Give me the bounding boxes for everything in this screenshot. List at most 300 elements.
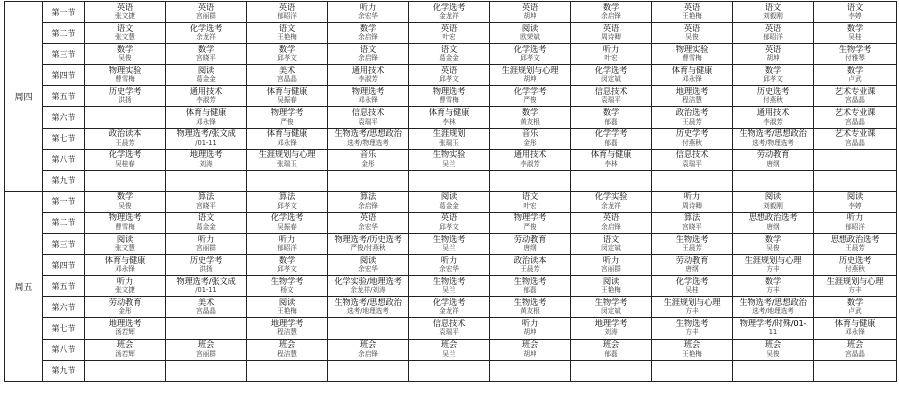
class-cell: [571, 234, 652, 255]
teacher-name: 宫晓平: [196, 201, 216, 210]
teacher-name: 曹雪梅: [115, 222, 135, 231]
subject-name: 数学: [846, 65, 864, 75]
subject-name: 数学: [602, 108, 620, 118]
subject-name: 英语: [521, 2, 539, 12]
class-cell: [733, 2, 814, 23]
class-cell: [85, 86, 166, 107]
teacher-name: 余龙祥/刘涛: [350, 286, 386, 295]
teacher-name: 卢武: [848, 75, 862, 84]
class-cell: [733, 255, 814, 276]
subject-name: 英语: [359, 213, 377, 223]
period-label: 第一节: [43, 2, 85, 23]
subject-name: 历史选考: [838, 255, 872, 265]
subject-name: 英语: [683, 23, 701, 33]
subject-name: 化学选考: [189, 23, 223, 33]
class-cell: [166, 23, 247, 44]
class-cell: [490, 297, 571, 318]
teacher-name: 余宏华: [358, 12, 378, 21]
subject-name: 思想政治选考: [748, 213, 798, 223]
class-cell: [85, 234, 166, 255]
class-cell: [814, 44, 897, 65]
teacher-name: 唐纲: [685, 265, 699, 274]
teacher-name: 邓永锋: [682, 75, 702, 84]
teacher-name: 王晨芳: [845, 244, 865, 253]
subject-name: 生涯规划与心理: [501, 65, 559, 75]
teacher-name: 余龙祥: [196, 33, 216, 42]
class-cell: [328, 65, 409, 86]
class-cell: [247, 297, 328, 318]
teacher-name: 葛金金: [439, 54, 459, 63]
teacher-name: 吴俊: [118, 201, 132, 210]
class-cell: [652, 86, 733, 107]
subject-name: 数学: [278, 255, 296, 265]
class-cell: [490, 255, 571, 276]
teacher-name: 袁瑞平: [682, 159, 702, 168]
class-cell: [328, 191, 409, 212]
class-cell: [328, 128, 409, 149]
teacher-name: 余启锋: [358, 349, 378, 358]
class-cell: [409, 170, 490, 191]
class-cell: [814, 212, 897, 233]
subject-name: 听力: [521, 318, 539, 328]
class-cell: [571, 191, 652, 212]
timetable-row: [5, 318, 897, 339]
class-cell: [490, 128, 571, 149]
class-cell: [409, 212, 490, 233]
class-cell: [814, 276, 897, 297]
class-cell: [85, 107, 166, 128]
class-cell: [85, 2, 166, 23]
teacher-name: 严俊: [523, 96, 537, 105]
teacher-name: 王艳梅: [682, 349, 702, 358]
teacher-name: 郁磊: [604, 349, 618, 358]
teacher-name: 叶宏: [442, 33, 456, 42]
class-cell: [652, 360, 733, 381]
class-cell: [409, 191, 490, 212]
subject-name: 班会: [846, 340, 864, 350]
teacher-name: 余宏华: [358, 265, 378, 274]
teacher-name: 刘涛: [199, 159, 213, 168]
class-cell: [166, 128, 247, 149]
teacher-name: 金彤: [361, 159, 375, 168]
class-cell: [247, 149, 328, 170]
subject-name: 数学: [764, 234, 782, 244]
class-cell: [247, 191, 328, 212]
class-cell: [328, 276, 409, 297]
teacher-name: 吴俊: [685, 33, 699, 42]
class-cell: [652, 255, 733, 276]
teacher-name: 唐纲: [523, 244, 537, 253]
subject-name: 语文: [116, 23, 134, 33]
teacher-name: 周诗卿: [601, 33, 621, 42]
class-cell: [409, 149, 490, 170]
subject-name: 阅读: [116, 234, 134, 244]
subject-name: 班会: [764, 340, 782, 350]
subject-name: 听力: [846, 213, 864, 223]
timetable: [4, 1, 897, 382]
class-cell: [328, 170, 409, 191]
subject-name: 数学: [764, 65, 782, 75]
class-cell: [166, 44, 247, 65]
timetable-row: [5, 2, 897, 23]
class-cell: [814, 2, 897, 23]
subject-name: 数学: [846, 297, 864, 307]
class-cell: [409, 23, 490, 44]
class-cell: [571, 128, 652, 149]
subject-name: 地理选考: [675, 86, 709, 96]
class-cell: [490, 2, 571, 23]
teacher-name: 曹雪梅: [682, 54, 702, 63]
class-cell: [652, 65, 733, 86]
period-label: 第八节: [43, 149, 85, 170]
subject-name: 听力: [116, 276, 134, 286]
teacher-name: 余宏华: [358, 222, 378, 231]
teacher-name: 王艳梅: [277, 307, 297, 316]
class-cell: [490, 339, 571, 360]
class-cell: [247, 339, 328, 360]
class-cell: [409, 297, 490, 318]
teacher-name: 邓永锋: [845, 328, 865, 337]
subject-name: 英语: [440, 23, 458, 33]
class-cell: [733, 339, 814, 360]
teacher-name: 选考/物理选考: [752, 138, 794, 147]
teacher-name: 余启锋: [358, 54, 378, 63]
class-cell: [85, 255, 166, 276]
class-cell: [409, 107, 490, 128]
teacher-name: 胡坤: [523, 12, 537, 21]
class-cell: [571, 149, 652, 170]
class-cell: [490, 191, 571, 212]
teacher-name: 葛金金: [196, 222, 216, 231]
subject-name: 班会: [116, 340, 134, 350]
class-cell: [652, 149, 733, 170]
subject-name: 生物选考: [675, 318, 709, 328]
teacher-name: 胡坤: [523, 328, 537, 337]
subject-name: 英语: [116, 2, 134, 12]
teacher-name: 胡坤: [523, 75, 537, 84]
teacher-name: 方丰: [848, 286, 862, 295]
subject-name: 通用技术: [351, 65, 385, 75]
teacher-name: 宫丽群: [601, 265, 621, 274]
class-cell: [409, 234, 490, 255]
subject-name: 物理选考: [432, 86, 466, 96]
subject-name: 化学选考: [675, 276, 709, 286]
teacher-name: 邱孝文: [439, 222, 459, 231]
subject-name: 体育与健康: [428, 108, 470, 118]
subject-name: 数学: [521, 108, 539, 118]
subject-name: 英语: [602, 23, 620, 33]
subject-name: 阅读: [521, 23, 539, 33]
class-cell: [571, 360, 652, 381]
subject-name: 数学: [359, 23, 377, 33]
class-cell: [733, 149, 814, 170]
class-cell: [733, 191, 814, 212]
teacher-name: 汤若辉: [115, 328, 135, 337]
teacher-name: 金彤: [118, 307, 132, 316]
teacher-name: 闵定斌: [601, 75, 621, 84]
subject-name: 体育与健康: [185, 108, 227, 118]
class-cell: [166, 297, 247, 318]
period-label: 第七节: [43, 128, 85, 149]
subject-name: 历史学考: [675, 129, 709, 139]
subject-name: 化学学考: [594, 129, 628, 139]
subject-name: 英语: [683, 2, 701, 12]
class-cell: [814, 149, 897, 170]
subject-name: 生物选考: [675, 234, 709, 244]
teacher-name: 胡坤: [523, 349, 537, 358]
class-cell: [166, 318, 247, 339]
teacher-name: 邱孝文: [277, 265, 297, 274]
subject-name: 物理选考: [108, 213, 142, 223]
teacher-name: 刘毅刚: [763, 201, 783, 210]
timetable-row: [5, 212, 897, 233]
class-cell: [328, 339, 409, 360]
class-cell: [247, 360, 328, 381]
teacher-name: 张瑞玉: [439, 138, 459, 147]
class-cell: [409, 128, 490, 149]
period-label: 第七节: [43, 318, 85, 339]
class-cell: [247, 276, 328, 297]
teacher-name: 吴俊: [766, 244, 780, 253]
subject-name: 数学: [846, 23, 864, 33]
day-label: 周四: [5, 2, 43, 192]
class-cell: [571, 255, 652, 276]
class-cell: [247, 107, 328, 128]
period-label: 第一节: [43, 191, 85, 212]
teacher-name: 严俊/付燕秋: [350, 244, 386, 253]
teacher-name: 李淑芳: [358, 75, 378, 84]
teacher-name: 宫晶晶: [196, 307, 216, 316]
teacher-name: 曹雪梅: [115, 75, 135, 84]
subject-name: 政治读本: [108, 129, 142, 139]
subject-name: 生物学考: [270, 276, 304, 286]
teacher-name: 郁磊: [604, 138, 618, 147]
subject-name: 物理实验: [675, 44, 709, 54]
teacher-name: 王艳梅: [601, 286, 621, 295]
class-cell: [733, 23, 814, 44]
teacher-name: 11: [768, 328, 778, 337]
class-cell: [490, 149, 571, 170]
class-cell: [733, 297, 814, 318]
subject-name: 艺术专业课: [834, 86, 876, 96]
subject-name: 劳动教育: [108, 297, 142, 307]
class-cell: [490, 107, 571, 128]
class-cell: [571, 297, 652, 318]
timetable-row: [5, 255, 897, 276]
subject-name: 物理实验: [108, 65, 142, 75]
subject-name: 数学: [278, 44, 296, 54]
teacher-name: 李林: [442, 117, 456, 126]
subject-name: 物理选考/历史选考: [334, 234, 402, 244]
subject-name: 班会: [683, 340, 701, 350]
teacher-name: 李婷: [848, 201, 862, 210]
subject-name: 听力: [440, 255, 458, 265]
class-cell: [328, 86, 409, 107]
subject-name: 体育与健康: [266, 86, 308, 96]
subject-name: 阅读: [359, 255, 377, 265]
teacher-name: 吴兰: [442, 159, 456, 168]
subject-name: 劳动教育: [675, 255, 709, 265]
class-cell: [247, 2, 328, 23]
class-cell: [814, 65, 897, 86]
class-cell: [409, 86, 490, 107]
teacher-name: 余宏华: [439, 265, 459, 274]
timetable-row: [5, 276, 897, 297]
teacher-name: 严俊: [523, 222, 537, 231]
subject-name: 数学: [116, 44, 134, 54]
subject-name: 阅读: [440, 192, 458, 202]
class-cell: [409, 44, 490, 65]
teacher-name: 邱孝文: [763, 75, 783, 84]
teacher-name: 胡坤: [766, 54, 780, 63]
subject-name: 政治选考: [675, 108, 709, 118]
timetable-row: [5, 149, 897, 170]
teacher-name: 卢武: [848, 307, 862, 316]
teacher-name: 唐纲: [766, 222, 780, 231]
teacher-name: 葛金金: [439, 201, 459, 210]
period-label: 第六节: [43, 107, 85, 128]
subject-name: 生物选考/思想政治: [334, 297, 402, 307]
subject-name: 劳动教育: [513, 234, 547, 244]
subject-name: 语文: [521, 192, 539, 202]
teacher-name: 张瑞玉: [277, 159, 297, 168]
teacher-name: 郁昭洋: [277, 12, 297, 21]
teacher-name: 宫丽群: [196, 12, 216, 21]
class-cell: [733, 170, 814, 191]
timetable-row: [5, 360, 897, 381]
class-cell: [85, 128, 166, 149]
teacher-name: 邓永锋: [196, 117, 216, 126]
subject-name: 算法: [197, 192, 215, 202]
class-cell: [85, 170, 166, 191]
timetable-row: [5, 128, 897, 149]
teacher-name: 闵定斌: [601, 307, 621, 316]
teacher-name: 邓永锋: [115, 265, 135, 274]
class-cell: [85, 23, 166, 44]
subject-name: 体育与健康: [104, 255, 146, 265]
teacher-name: 选考/地理选考: [347, 307, 389, 316]
class-cell: [166, 339, 247, 360]
class-cell: [409, 318, 490, 339]
class-cell: [409, 360, 490, 381]
class-cell: [166, 255, 247, 276]
class-cell: [733, 212, 814, 233]
subject-name: 化学选考: [432, 2, 466, 12]
subject-name: 地理学考: [594, 318, 628, 328]
subject-name: 地理学考: [270, 318, 304, 328]
subject-name: 语文: [602, 234, 620, 244]
class-cell: [490, 170, 571, 191]
subject-name: 阅读: [197, 65, 215, 75]
subject-name: 劳动教育: [756, 150, 790, 160]
teacher-name: 袁瑞平: [601, 96, 621, 105]
subject-name: 艺术专业课: [834, 108, 876, 118]
subject-name: 化学选考: [270, 213, 304, 223]
subject-name: 体育与健康: [590, 150, 632, 160]
class-cell: [733, 128, 814, 149]
teacher-name: 刘涛: [604, 328, 618, 337]
teacher-name: 付雅琴: [845, 54, 865, 63]
class-cell: [328, 149, 409, 170]
class-cell: [328, 212, 409, 233]
class-cell: [409, 255, 490, 276]
subject-name: 生物学考: [838, 44, 872, 54]
teacher-name: 选考/地理选考: [752, 307, 794, 316]
subject-name: 听力: [197, 234, 215, 244]
teacher-name: 叶宏: [523, 201, 537, 210]
teacher-name: 金彤: [523, 138, 537, 147]
period-label: 第四节: [43, 255, 85, 276]
class-cell: [490, 318, 571, 339]
subject-name: 语文: [764, 2, 782, 12]
class-cell: [571, 107, 652, 128]
timetable-row: [5, 170, 897, 191]
class-cell: [166, 65, 247, 86]
teacher-name: 郁磊: [604, 117, 618, 126]
subject-name: 数学: [764, 276, 782, 286]
class-cell: [247, 23, 328, 44]
class-cell: [247, 65, 328, 86]
class-cell: [328, 234, 409, 255]
subject-name: 生涯规划与心理: [258, 150, 316, 160]
class-cell: [652, 128, 733, 149]
teacher-name: 宫晶晶: [845, 349, 865, 358]
teacher-name: 曹雪梅: [439, 96, 459, 105]
timetable-row: [5, 23, 897, 44]
subject-name: 物理选考/张文成: [176, 276, 236, 286]
class-cell: [652, 276, 733, 297]
teacher-name: 李淑芳: [196, 96, 216, 105]
class-cell: [247, 212, 328, 233]
subject-name: 听力: [602, 44, 620, 54]
subject-name: 生涯规划与心理: [826, 276, 884, 286]
class-cell: [733, 107, 814, 128]
teacher-name: 王晨芳: [682, 244, 702, 253]
class-cell: [652, 44, 733, 65]
class-cell: [328, 44, 409, 65]
subject-name: 化学实验/地理选考: [334, 276, 402, 286]
teacher-name: 李淑芳: [520, 159, 540, 168]
subject-name: 物理学考: [270, 108, 304, 118]
subject-name: 信息技术: [432, 318, 466, 328]
timetable-row: [5, 86, 897, 107]
teacher-name: 方丰: [766, 265, 780, 274]
class-cell: [85, 318, 166, 339]
subject-name: 班会: [359, 340, 377, 350]
class-cell: [733, 234, 814, 255]
class-cell: [571, 44, 652, 65]
teacher-name: 吴兰: [442, 244, 456, 253]
teacher-name: 袁瑞平: [358, 117, 378, 126]
class-cell: [166, 360, 247, 381]
class-cell: [733, 318, 814, 339]
teacher-name: 余启锋: [358, 33, 378, 42]
teacher-name: 闵定斌: [601, 244, 621, 253]
class-cell: [328, 360, 409, 381]
subject-name: 通用技术: [189, 86, 223, 96]
class-cell: [409, 339, 490, 360]
teacher-name: 唐纲: [766, 159, 780, 168]
timetable-row: [5, 339, 897, 360]
class-cell: [85, 191, 166, 212]
teacher-name: 张文慧: [115, 244, 135, 253]
period-label: 第四节: [43, 65, 85, 86]
teacher-name: 严俊: [280, 117, 294, 126]
subject-name: 历史学考: [189, 255, 223, 265]
subject-name: 语文: [440, 44, 458, 54]
class-cell: [409, 276, 490, 297]
teacher-name: 方丰: [685, 328, 699, 337]
